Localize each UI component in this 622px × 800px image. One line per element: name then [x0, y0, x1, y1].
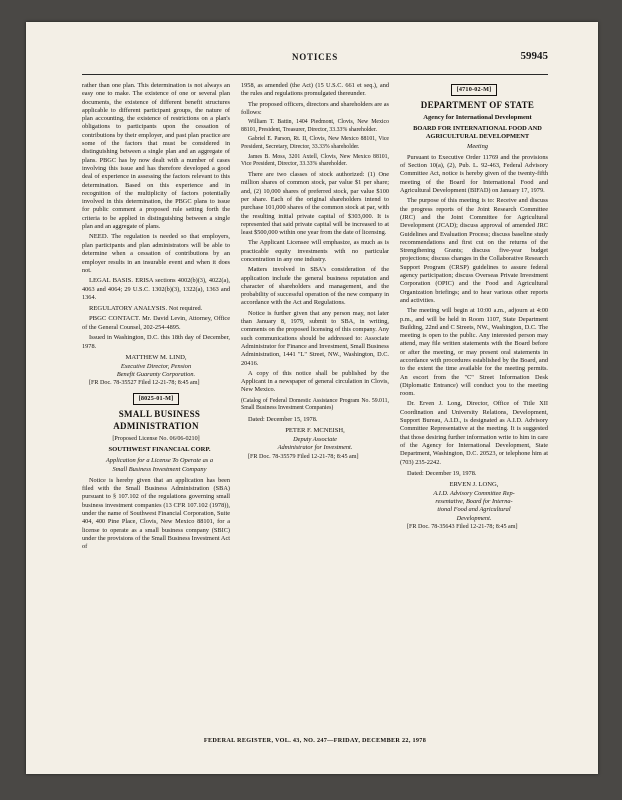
paragraph: rather than one plan. This determination is not always an easy one to make. The existence of one or several plan documents, the existence of different benefit structures applicable to different participant groups, the nature of plan accounting, the existence of restrictions on a plan's obligations to participants upon the cessation of contributions by their employer, and past plan practice are some of the factors that must be considered in distinguishing between a single plan and an aggregate of plans. PBGC has by now dealt with a number of cases involving this issue and has therefore developed a good deal of experience in assessing the factors relevant to this determination. Based on this experience and in recognition of the multiplicity of factors potentially involved in this determination, the PBGC plans to issue for public comment a proposed rule setting forth the criteria to be applied in distinguishing between a single plan and an aggregate of plans. [82, 82, 230, 231]
contact-label: PBGC CONTACT. [89, 315, 141, 323]
dated-line: Dated: December 15, 1978. [248, 416, 318, 424]
signer-title-line-1: Deputy Associate [293, 436, 337, 444]
signer-name: MATTHEW M. LIND, [125, 353, 187, 361]
box-head: [4710-02-M] [451, 84, 498, 96]
page-content [82, 50, 548, 750]
signer-title-line-2: resentative, Board for Interna- [435, 498, 513, 506]
contact-text: Mr. David Levin, Attorney, Office of the General Counsel, 202-254-4895. [82, 315, 231, 331]
subhead-line-1: Application for a License To Operate as a [105, 456, 214, 464]
box-head: [8025-01-M] [133, 393, 180, 405]
board-heading-line-2: AGRICULTURAL DEVELOPMENT [425, 133, 530, 141]
box-head-container [82, 389, 230, 409]
officer-entry: James B. Moss, 3201 Axtell, Clovis, New Mexico 88101, Vice President, Director, 33.33% shareholder. [241, 153, 389, 168]
paragraph: A copy of this notice shall be published by the Applicant in a newspaper of general circulation in Clovis, New Mexico. [241, 369, 389, 394]
paragraph: The purpose of this meeting is to: Receive and discuss the progress reports of the Joint Research Committee (JRC) and the Joint Committee for Agricultural Development (JCAD); discuss approval of amended JRC Guidelines and Evaluation Process; discuss baseline study recommendations and first cut on the returns of the Strengthening Grants; discuss five-year budget projections; discuss changes in the Collaborative Research Support Program (CRSP) guidelines to assure federal agency participation; discuss Overseas Private Investment Corporation (OPIC) and the Food and Agricultural Organization briefings; and to hear various other reports and activities. [400, 197, 548, 304]
agency-heading: DEPARTMENT OF STATE [420, 100, 535, 111]
issued-paragraph: Issued in Washington, D.C. this 18th day of December, 1978. [82, 334, 230, 350]
signature-block [400, 481, 548, 523]
subagency-heading: Agency for International Development [423, 114, 532, 122]
columns-container [82, 82, 548, 710]
paragraph: Matters involved in SBA's consideration of the application include the general business reputation and character of shareholders and management, and the probability of successful operation of the new company in accordance with the Act and Regulations. [241, 266, 389, 307]
paragraph: The Applicant Licensee will emphasize, as much as is practicable equity investments with no particular concentration in any one industry. [241, 239, 389, 263]
company-heading: SOUTHWEST FINANCIAL CORP. [108, 446, 211, 454]
license-number: [Proposed License No. 06/06-0210] [112, 436, 200, 443]
legal-basis-text: ERISA sections 4002(b)(3), 4022(a), 4063 and 4064; 29 U.S.C. 1302(b)(3), 1322(a), 1363 and 1364. [82, 277, 230, 302]
signer-title-line-1: Executive Director, Pension [120, 362, 192, 370]
page-number: 59945 [520, 50, 548, 62]
paragraph: There are two classes of stock authorized: (1) One million shares of common stock, par value $1 per share; and, (2) 10,000 shares of preferred stock, par value $100 per share. Each of the original shareholders intend to purchase 101,000 shares of the common stock at par, with the resulting initial private capital of $303,000. It is represented that said private capital will be increased to at least $500,000 within one year from the date of licensing. [241, 171, 389, 237]
document-page [26, 22, 598, 774]
column-3 [400, 82, 548, 710]
regulatory-analysis-paragraph [82, 305, 230, 314]
box-head-container [400, 80, 548, 100]
signer-name: PETER F. MCNEISH, [285, 427, 345, 435]
need-paragraph [82, 233, 230, 275]
officer-entry: Gabriel E. Parson, Rt. II, Clovis, New Mexico 88101, Vice President, Secretary, Director, 33.33% shareholder. [241, 136, 389, 151]
legal-basis-label: LEGAL BASIS. [89, 277, 133, 285]
column-2 [241, 82, 389, 710]
officer-entry: William T. Battin, 1404 Piedmont, Clovis, New Mexico 88101, President, Treasurer, Director, 33.33% shareholder. [241, 119, 389, 133]
signer-title-line-1: A.I.D. Advisory Committee Rep- [433, 489, 515, 497]
fr-doc-citation: [FR Doc. 78-35643 Filed 12-21-78; 8:45 am] [407, 524, 518, 531]
paragraph: The proposed officers, directors and shareholders are as follows: [241, 100, 389, 116]
signature-block [82, 354, 230, 379]
need-text: The regulation is needed so that employers, plan participants and plan administrators will be able to determine when a cessation of contributions by an employer results in an insurable event and when it does not. [82, 233, 230, 274]
regulatory-analysis-text: Not required. [168, 304, 203, 312]
need-label: NEED. [89, 233, 109, 241]
paragraph: Notice is hereby given that an application has been filed with the Small Business Administration (SBA) pursuant to § 107.102 of the regulations governing small business investment companies (13 CFR 107.102 (1978)), under the name of Southwest Financial Corporation, Suite 404, 400 Pine Place, Clovis, New Mexico 88101, for a license to operate as a small business company (SBIC) under the provisions of the Small Business Investment Act of [82, 476, 230, 551]
signature-block [241, 427, 389, 452]
board-heading-line-1: BOARD FOR INTERNATIONAL FOOD AND [413, 124, 542, 132]
signer-title-line-2: Benefit Guaranty Corporation. [116, 370, 196, 378]
regulatory-analysis-label: REGULATORY ANALYSIS. [89, 304, 168, 312]
dated-line: Dated: December 19, 1978. [407, 469, 477, 477]
running-head-title: NOTICES [291, 52, 339, 62]
agency-heading: SMALL BUSINESS ADMINISTRATION [113, 409, 201, 432]
catalog-note: (Catalog of Federal Domestic Assistance Program No. 59.011, Small Business Investment Companies) [241, 397, 389, 412]
running-head [82, 50, 548, 72]
paragraph: Notice is further given that any person may, not later than January 8, 1979, submit to SBA, in writing, comments on the proposed licensing of this company. Any such communications should be addressed to: Associate Administrator for Finance and Investment, Small Business Administration, 1441 "L" Street, NW., Washington, D.C. 20416. [241, 309, 389, 367]
fr-doc-citation: [FR Doc. 78-35527 Filed 12-21-78; 8:45 am] [89, 380, 200, 387]
paragraph: Pursuant to Executive Order 11769 and the provisions of Section 10(a), (2), Pub. L. 92-463, Federal Advisory Committee Act, notice is hereby given of the twenty-fifth meeting of the Board for International Food and Agricultural Development (BIFAD) on January 17, 1979. [400, 153, 548, 195]
signer-title-line-2: Administrator for Investment. [277, 444, 353, 452]
contact-paragraph [82, 315, 230, 332]
meeting-heading: Meeting [467, 143, 488, 151]
paragraph: 1958, as amended (the Act) (15 U.S.C. 661 et seq.), and the rules and regulations promulgated thereunder. [241, 82, 389, 98]
signer-name: ERVEN J. LONG, [449, 481, 499, 489]
fr-doc-citation: [FR Doc. 78-35579 Filed 12-21-78; 8:45 am] [248, 453, 359, 460]
signer-title-line-4: Development. [456, 514, 492, 522]
page-footer: FEDERAL REGISTER, VOL. 43, NO. 247—FRIDAY, DECEMBER 22, 1978 [203, 737, 427, 744]
column-1 [82, 82, 230, 710]
paragraph: Dr. Erven J. Long, Director, Office of Title XII Coordination and University Relations, Development, Support Bureau, A.I.D., is designated as A.I.D. Advisory Committee Representative at the meeting. It is suggested that those desiring further information write to him in care of the Agency for International Development, State Department, Washington, D.C. 20523, or telephone him at (703) 235-2242. [400, 400, 548, 466]
header-rule [82, 74, 548, 75]
subhead-line-2: Small Business Investment Company [112, 466, 207, 474]
signer-title-line-3: tional Food and Agricultural [437, 506, 511, 514]
paragraph: The meeting will begin at 10:00 a.m., adjourn at 4:00 p.m., and will be held in Room 1107, State Department Building, 22nd and C Streets, NW., Washington, D.C. The meeting is open to the public. Any interested person may attend, may file written statements with the Board before or after the meeting, or may present oral statements in accordance with procedures established by the Board, and to the extent the time available for the meeting permits. An escort from the "C" Street Information Desk (Diplomatic Entrance) will conduct you to the meeting room. [400, 307, 548, 398]
legal-basis-paragraph [82, 277, 230, 302]
